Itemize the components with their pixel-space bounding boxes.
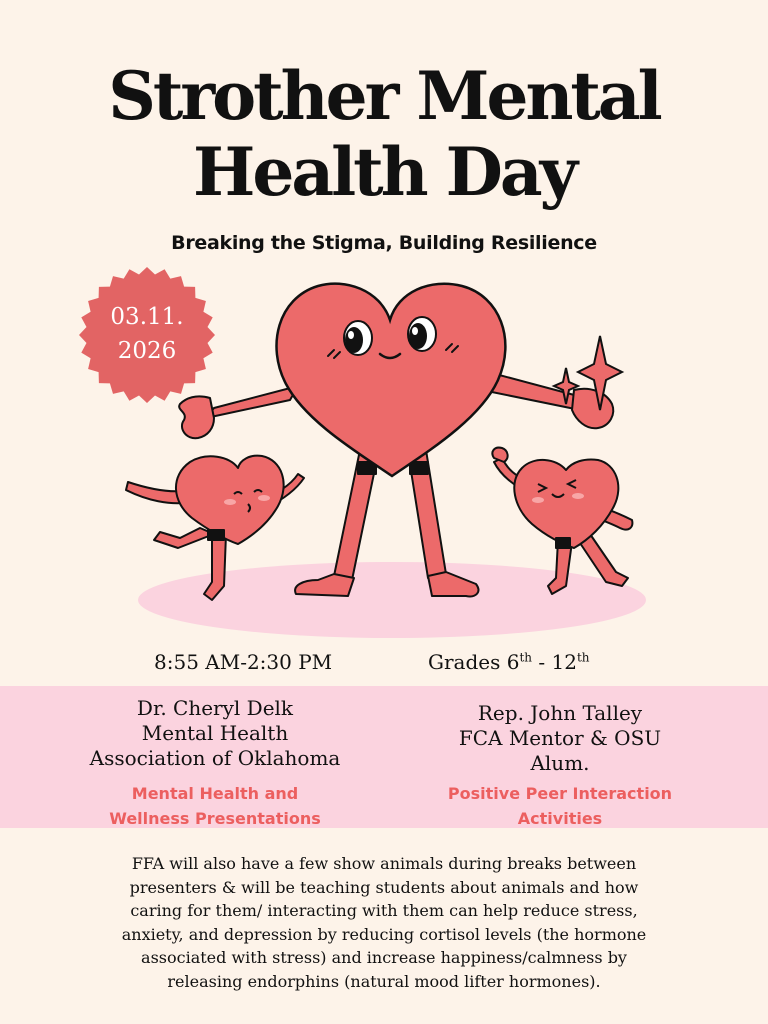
title-line-2: Health Day bbox=[193, 133, 575, 211]
session-right: Positive Peer Interaction Activities bbox=[447, 784, 673, 828]
date-line-2: 2026 bbox=[117, 338, 177, 364]
speaker-left: Dr. Cheryl Delk Mental Health Association of Oklahoma bbox=[89, 696, 341, 770]
footer-line: FFA will also have a few show animals during breaks between bbox=[131, 854, 637, 873]
footer-line: releasing endorphins (natural mood lifter hormones). bbox=[167, 971, 601, 991]
speaker-right: Rep. John Talley FCA Mentor & OSU Alum. bbox=[458, 701, 662, 775]
footer-line: anxiety, and depression by reducing cortisol levels (the hormone bbox=[121, 924, 647, 944]
big-heart bbox=[276, 284, 505, 476]
footer-line: caring for them/ interacting with them can help reduce stress, bbox=[130, 901, 638, 920]
grades: Grades 6th - 12th bbox=[428, 650, 590, 674]
subtitle: Breaking the Stigma, Building Resilience bbox=[171, 232, 597, 254]
page-title bbox=[0, 58, 768, 210]
session-left: Mental Health and Wellness Presentations bbox=[109, 784, 321, 828]
footer-line: presenters & will be teaching students about animals and how bbox=[129, 877, 639, 897]
title-line-1: Strother Mental bbox=[108, 57, 660, 135]
date-line-1: 03.11. bbox=[110, 304, 184, 330]
event-time: 8:55 AM-2:30 PM bbox=[154, 650, 333, 674]
footer-note bbox=[80, 852, 688, 993]
footer-line: associated with stress) and increase happiness/calmness by bbox=[141, 948, 627, 967]
hearts-illustration bbox=[0, 270, 768, 650]
